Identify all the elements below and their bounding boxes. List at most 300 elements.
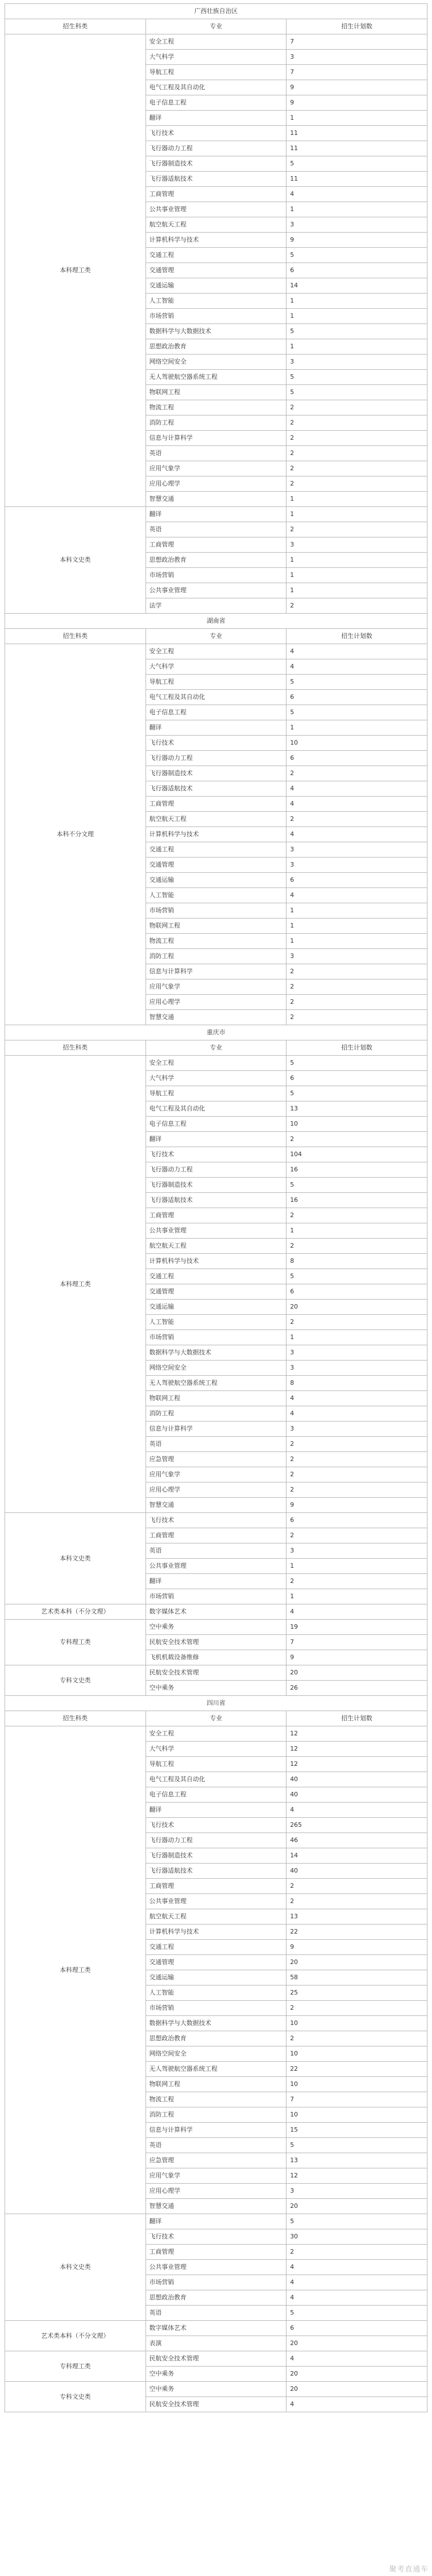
count-cell: 20 [286, 1955, 427, 1970]
major-cell: 民航安全技术管理 [146, 2351, 286, 2367]
major-cell: 法学 [146, 598, 286, 614]
major-cell: 信息与计算科学 [146, 1422, 286, 1437]
count-cell: 1 [286, 202, 427, 217]
major-cell: 物流工程 [146, 400, 286, 416]
count-cell: 11 [286, 126, 427, 141]
count-cell: 2 [286, 522, 427, 537]
region-title-row [5, 1696, 427, 1711]
major-cell: 安全工程 [146, 34, 286, 50]
major-cell: 应用心理学 [146, 1482, 286, 1498]
count-cell: 2 [286, 476, 427, 492]
major-cell: 无人驾驶航空器系统工程 [146, 370, 286, 385]
major-cell: 无人驾驶航空器系统工程 [146, 1376, 286, 1391]
major-cell: 飞行器动力工程 [146, 1162, 286, 1178]
major-cell: 信息与计算科学 [146, 964, 286, 979]
major-cell: 市场营销 [146, 1330, 286, 1345]
major-cell: 交通管理 [146, 1284, 286, 1300]
count-cell: 1 [286, 339, 427, 355]
count-cell: 1 [286, 903, 427, 919]
count-cell: 3 [286, 2184, 427, 2199]
header-count: 招生计划数 [286, 1040, 427, 1056]
major-cell: 应急管理 [146, 1452, 286, 1467]
table-row [5, 1726, 427, 1742]
major-cell: 民航安全技术管理 [146, 1635, 286, 1650]
major-cell: 交通运输 [146, 278, 286, 294]
major-cell: 智慧交通 [146, 2199, 286, 2214]
major-cell: 航空航天工程 [146, 1239, 286, 1254]
count-cell: 20 [286, 2382, 427, 2397]
major-cell: 消防工程 [146, 416, 286, 431]
major-cell: 交通运输 [146, 1300, 286, 1315]
count-cell: 12 [286, 1757, 427, 1772]
major-cell: 工商管理 [146, 537, 286, 553]
header-count: 招生计划数 [286, 1711, 427, 1726]
count-cell: 1 [286, 934, 427, 949]
count-cell: 4 [286, 888, 427, 903]
count-cell: 265 [286, 1818, 427, 1833]
category-cell: 专科文史类 [5, 1665, 146, 1696]
region-title: 广西壮族自治区 [5, 4, 427, 19]
count-cell: 26 [286, 1681, 427, 1696]
count-cell: 10 [286, 736, 427, 751]
count-cell: 10 [286, 2077, 427, 2092]
count-cell: 2 [286, 1467, 427, 1482]
major-cell: 公共事业管理 [146, 1559, 286, 1574]
header-category: 招生科类 [5, 629, 146, 644]
count-cell: 9 [286, 95, 427, 111]
count-cell: 3 [286, 1422, 427, 1437]
major-cell: 飞行器适航技术 [146, 172, 286, 187]
header-row [5, 19, 427, 34]
major-cell: 公共事业管理 [146, 1223, 286, 1239]
count-cell: 12 [286, 1726, 427, 1742]
count-cell: 2 [286, 461, 427, 476]
count-cell: 7 [286, 1635, 427, 1650]
major-cell: 电子信息工程 [146, 95, 286, 111]
major-cell: 航空航天工程 [146, 217, 286, 233]
major-cell: 物流工程 [146, 2092, 286, 2107]
major-cell: 工商管理 [146, 797, 286, 812]
table-row [5, 1620, 427, 1635]
count-cell: 2 [286, 1239, 427, 1254]
major-cell: 飞行技术 [146, 736, 286, 751]
admission-plan-table [5, 3, 427, 2412]
count-cell: 13 [286, 1909, 427, 1925]
count-cell: 2 [286, 416, 427, 431]
category-cell: 本科文史类 [5, 2214, 146, 2321]
count-cell: 10 [286, 2107, 427, 2123]
count-cell: 4 [286, 2275, 427, 2290]
count-cell: 104 [286, 1147, 427, 1162]
major-cell: 数字媒体艺术 [146, 1604, 286, 1620]
major-cell: 导航工程 [146, 675, 286, 690]
table-row [5, 2382, 427, 2397]
major-cell: 空中乘务 [146, 2367, 286, 2382]
major-cell: 翻译 [146, 1803, 286, 1818]
count-cell: 1 [286, 553, 427, 568]
count-cell: 5 [286, 2138, 427, 2153]
major-cell: 英语 [146, 2138, 286, 2153]
major-cell: 信息与计算科学 [146, 431, 286, 446]
count-cell: 16 [286, 1162, 427, 1178]
admission-plan-document [5, 3, 427, 2412]
count-cell: 20 [286, 1665, 427, 1681]
count-cell: 7 [286, 2092, 427, 2107]
major-cell: 数字媒体艺术 [146, 2321, 286, 2336]
major-cell: 物联网工程 [146, 385, 286, 400]
count-cell: 10 [286, 2016, 427, 2031]
header-category: 招生科类 [5, 19, 146, 34]
count-cell: 6 [286, 751, 427, 766]
count-cell: 5 [286, 2306, 427, 2321]
count-cell: 20 [286, 2367, 427, 2382]
header-major: 专业 [146, 1711, 286, 1726]
count-cell: 1 [286, 1589, 427, 1604]
count-cell: 3 [286, 949, 427, 964]
major-cell: 消防工程 [146, 2107, 286, 2123]
count-cell: 5 [286, 705, 427, 720]
major-cell: 应用气象学 [146, 461, 286, 476]
count-cell: 6 [286, 690, 427, 705]
major-cell: 翻译 [146, 507, 286, 522]
major-cell: 人工智能 [146, 1315, 286, 1330]
major-cell: 物流工程 [146, 934, 286, 949]
count-cell: 3 [286, 858, 427, 873]
count-cell: 20 [286, 2336, 427, 2351]
category-cell: 本科文史类 [5, 1513, 146, 1604]
category-cell: 专科理工类 [5, 1620, 146, 1665]
count-cell: 20 [286, 2199, 427, 2214]
major-cell: 飞行器制造技术 [146, 766, 286, 781]
major-cell: 翻译 [146, 111, 286, 126]
major-cell: 人工智能 [146, 888, 286, 903]
watermark: 聚考直通车 [389, 2565, 429, 2574]
major-cell: 市场营销 [146, 903, 286, 919]
count-cell: 16 [286, 1193, 427, 1208]
count-cell: 4 [286, 781, 427, 797]
major-cell: 消防工程 [146, 1406, 286, 1422]
count-cell: 5 [286, 675, 427, 690]
major-cell: 思想政治教育 [146, 553, 286, 568]
count-cell: 10 [286, 2046, 427, 2062]
table-row [5, 507, 427, 522]
major-cell: 飞行器适航技术 [146, 1193, 286, 1208]
major-cell: 应急管理 [146, 2153, 286, 2168]
count-cell: 6 [286, 2321, 427, 2336]
major-cell: 空中乘务 [146, 1681, 286, 1696]
category-cell: 艺术类本科（不分文理） [5, 1604, 146, 1620]
region-title-row [5, 1025, 427, 1040]
count-cell: 9 [286, 1650, 427, 1665]
major-cell: 网络空间安全 [146, 1361, 286, 1376]
count-cell: 1 [286, 507, 427, 522]
count-cell: 12 [286, 2168, 427, 2184]
major-cell: 交通运输 [146, 873, 286, 888]
major-cell: 电子信息工程 [146, 1117, 286, 1132]
header-row [5, 1711, 427, 1726]
header-category: 招生科类 [5, 1711, 146, 1726]
count-cell: 6 [286, 263, 427, 278]
region-title-row [5, 4, 427, 19]
count-cell: 4 [286, 1391, 427, 1406]
count-cell: 2 [286, 1208, 427, 1223]
count-cell: 2 [286, 431, 427, 446]
count-cell: 5 [286, 248, 427, 263]
major-cell: 计算机科学与技术 [146, 233, 286, 248]
count-cell: 3 [286, 537, 427, 553]
count-cell: 4 [286, 644, 427, 659]
count-cell: 7 [286, 65, 427, 80]
count-cell: 11 [286, 172, 427, 187]
major-cell: 应用气象学 [146, 1467, 286, 1482]
major-cell: 表演 [146, 2336, 286, 2351]
major-cell: 交通工程 [146, 1269, 286, 1284]
count-cell: 4 [286, 1406, 427, 1422]
major-cell: 市场营销 [146, 2275, 286, 2290]
count-cell: 2 [286, 964, 427, 979]
count-cell: 1 [286, 309, 427, 324]
major-cell: 民航安全技术管理 [146, 1665, 286, 1681]
count-cell: 40 [286, 1864, 427, 1879]
category-cell: 本科文史类 [5, 507, 146, 614]
count-cell: 4 [286, 2397, 427, 2412]
major-cell: 智慧交通 [146, 492, 286, 507]
count-cell: 6 [286, 1513, 427, 1528]
region-title-row [5, 614, 427, 629]
major-cell: 交通管理 [146, 858, 286, 873]
count-cell: 3 [286, 1543, 427, 1559]
count-cell: 4 [286, 187, 427, 202]
count-cell: 1 [286, 583, 427, 598]
major-cell: 电气工程及其自动化 [146, 1101, 286, 1117]
major-cell: 航空航天工程 [146, 812, 286, 827]
count-cell: 1 [286, 1330, 427, 1345]
major-cell: 网络空间安全 [146, 355, 286, 370]
count-cell: 1 [286, 1223, 427, 1239]
major-cell: 民航安全技术管理 [146, 2397, 286, 2412]
count-cell: 22 [286, 2062, 427, 2077]
count-cell: 2 [286, 1528, 427, 1543]
count-cell: 6 [286, 1071, 427, 1086]
major-cell: 智慧交通 [146, 1010, 286, 1025]
region-title: 湖南省 [5, 614, 427, 629]
major-cell: 交通管理 [146, 263, 286, 278]
major-cell: 飞行器制造技术 [146, 1178, 286, 1193]
major-cell: 应用气象学 [146, 2168, 286, 2184]
table-row [5, 34, 427, 50]
major-cell: 英语 [146, 2306, 286, 2321]
major-cell: 市场营销 [146, 2001, 286, 2016]
major-cell: 飞行器动力工程 [146, 141, 286, 156]
count-cell: 13 [286, 1101, 427, 1117]
count-cell: 12 [286, 1742, 427, 1757]
count-cell: 2 [286, 1879, 427, 1894]
count-cell: 8 [286, 1254, 427, 1269]
major-cell: 市场营销 [146, 1589, 286, 1604]
major-cell: 智慧交通 [146, 1498, 286, 1513]
major-cell: 大气科学 [146, 1742, 286, 1757]
major-cell: 安全工程 [146, 1726, 286, 1742]
major-cell: 导航工程 [146, 1757, 286, 1772]
count-cell: 3 [286, 50, 427, 65]
major-cell: 英语 [146, 522, 286, 537]
major-cell: 交通工程 [146, 842, 286, 858]
major-cell: 英语 [146, 446, 286, 461]
major-cell: 大气科学 [146, 659, 286, 675]
major-cell: 物联网工程 [146, 2077, 286, 2092]
major-cell: 公共事业管理 [146, 2260, 286, 2275]
category-cell: 本科理工类 [5, 1056, 146, 1513]
header-major: 专业 [146, 629, 286, 644]
count-cell: 2 [286, 995, 427, 1010]
major-cell: 应用心理学 [146, 2184, 286, 2199]
table-row [5, 1513, 427, 1528]
count-cell: 8 [286, 1376, 427, 1391]
count-cell: 2 [286, 400, 427, 416]
major-cell: 消防工程 [146, 949, 286, 964]
header-major: 专业 [146, 1040, 286, 1056]
count-cell: 2 [286, 446, 427, 461]
count-cell: 2 [286, 1010, 427, 1025]
count-cell: 9 [286, 80, 427, 95]
major-cell: 应用心理学 [146, 995, 286, 1010]
count-cell: 5 [286, 1056, 427, 1071]
category-cell: 本科不分文理 [5, 644, 146, 1025]
count-cell: 9 [286, 1940, 427, 1955]
major-cell: 工商管理 [146, 2245, 286, 2260]
major-cell: 思想政治教育 [146, 2031, 286, 2046]
count-cell: 15 [286, 2123, 427, 2138]
major-cell: 应用心理学 [146, 476, 286, 492]
count-cell: 2 [286, 1132, 427, 1147]
count-cell: 25 [286, 1985, 427, 2001]
major-cell: 飞行器制造技术 [146, 156, 286, 172]
count-cell: 3 [286, 1361, 427, 1376]
count-cell: 5 [286, 2214, 427, 2229]
count-cell: 14 [286, 1848, 427, 1864]
table-row [5, 1056, 427, 1071]
count-cell: 7 [286, 34, 427, 50]
count-cell: 5 [286, 156, 427, 172]
major-cell: 物联网工程 [146, 1391, 286, 1406]
major-cell: 电子信息工程 [146, 1787, 286, 1803]
major-cell: 翻译 [146, 1574, 286, 1589]
count-cell: 19 [286, 1620, 427, 1635]
major-cell: 工商管理 [146, 187, 286, 202]
count-cell: 10 [286, 1117, 427, 1132]
major-cell: 交通运输 [146, 1970, 286, 1985]
major-cell: 飞行器适航技术 [146, 781, 286, 797]
count-cell: 2 [286, 979, 427, 995]
header-count: 招生计划数 [286, 19, 427, 34]
count-cell: 11 [286, 141, 427, 156]
major-cell: 安全工程 [146, 1056, 286, 1071]
header-count: 招生计划数 [286, 629, 427, 644]
count-cell: 1 [286, 720, 427, 736]
category-cell: 专科理工类 [5, 2351, 146, 2382]
count-cell: 4 [286, 2351, 427, 2367]
major-cell: 公共事业管理 [146, 1894, 286, 1909]
major-cell: 市场营销 [146, 568, 286, 583]
count-cell: 3 [286, 217, 427, 233]
header-category: 招生科类 [5, 1040, 146, 1056]
count-cell: 3 [286, 842, 427, 858]
count-cell: 1 [286, 919, 427, 934]
major-cell: 电气工程及其自动化 [146, 690, 286, 705]
category-cell: 专科文史类 [5, 2382, 146, 2412]
count-cell: 9 [286, 1498, 427, 1513]
major-cell: 人工智能 [146, 294, 286, 309]
count-cell: 5 [286, 1086, 427, 1101]
major-cell: 无人驾驶航空器系统工程 [146, 2062, 286, 2077]
major-cell: 英语 [146, 1437, 286, 1452]
major-cell: 工商管理 [146, 1208, 286, 1223]
count-cell: 3 [286, 355, 427, 370]
major-cell: 大气科学 [146, 1071, 286, 1086]
major-cell: 思想政治教育 [146, 2290, 286, 2306]
major-cell: 飞行技术 [146, 2229, 286, 2245]
count-cell: 1 [286, 111, 427, 126]
count-cell: 2 [286, 1315, 427, 1330]
region-title: 重庆市 [5, 1025, 427, 1040]
count-cell: 4 [286, 2260, 427, 2275]
major-cell: 飞行器制造技术 [146, 1848, 286, 1864]
count-cell: 5 [286, 1269, 427, 1284]
major-cell: 数据科学与大数据技术 [146, 2016, 286, 2031]
major-cell: 飞行器动力工程 [146, 751, 286, 766]
count-cell: 2 [286, 1437, 427, 1452]
table-body [5, 4, 427, 2412]
major-cell: 计算机科学与技术 [146, 1925, 286, 1940]
table-row [5, 1604, 427, 1620]
major-cell: 导航工程 [146, 1086, 286, 1101]
count-cell: 40 [286, 1787, 427, 1803]
count-cell: 2 [286, 2031, 427, 2046]
count-cell: 2 [286, 2001, 427, 2016]
count-cell: 2 [286, 1574, 427, 1589]
table-row [5, 2351, 427, 2367]
major-cell: 飞行技术 [146, 1513, 286, 1528]
major-cell: 导航工程 [146, 65, 286, 80]
count-cell: 20 [286, 1300, 427, 1315]
count-cell: 9 [286, 233, 427, 248]
major-cell: 英语 [146, 1543, 286, 1559]
major-cell: 飞行技术 [146, 126, 286, 141]
major-cell: 思想政治教育 [146, 339, 286, 355]
count-cell: 14 [286, 278, 427, 294]
major-cell: 公共事业管理 [146, 202, 286, 217]
count-cell: 13 [286, 2153, 427, 2168]
major-cell: 计算机科学与技术 [146, 1254, 286, 1269]
major-cell: 交通管理 [146, 1955, 286, 1970]
count-cell: 1 [286, 568, 427, 583]
count-cell: 1 [286, 1559, 427, 1574]
count-cell: 2 [286, 1482, 427, 1498]
header-row [5, 1040, 427, 1056]
count-cell: 3 [286, 1345, 427, 1361]
count-cell: 5 [286, 324, 427, 339]
count-cell: 58 [286, 1970, 427, 1985]
major-cell: 市场营销 [146, 309, 286, 324]
count-cell: 4 [286, 797, 427, 812]
count-cell: 4 [286, 1803, 427, 1818]
count-cell: 6 [286, 873, 427, 888]
count-cell: 2 [286, 812, 427, 827]
count-cell: 4 [286, 827, 427, 842]
major-cell: 电子信息工程 [146, 705, 286, 720]
major-cell: 飞行技术 [146, 1147, 286, 1162]
table-row [5, 2214, 427, 2229]
